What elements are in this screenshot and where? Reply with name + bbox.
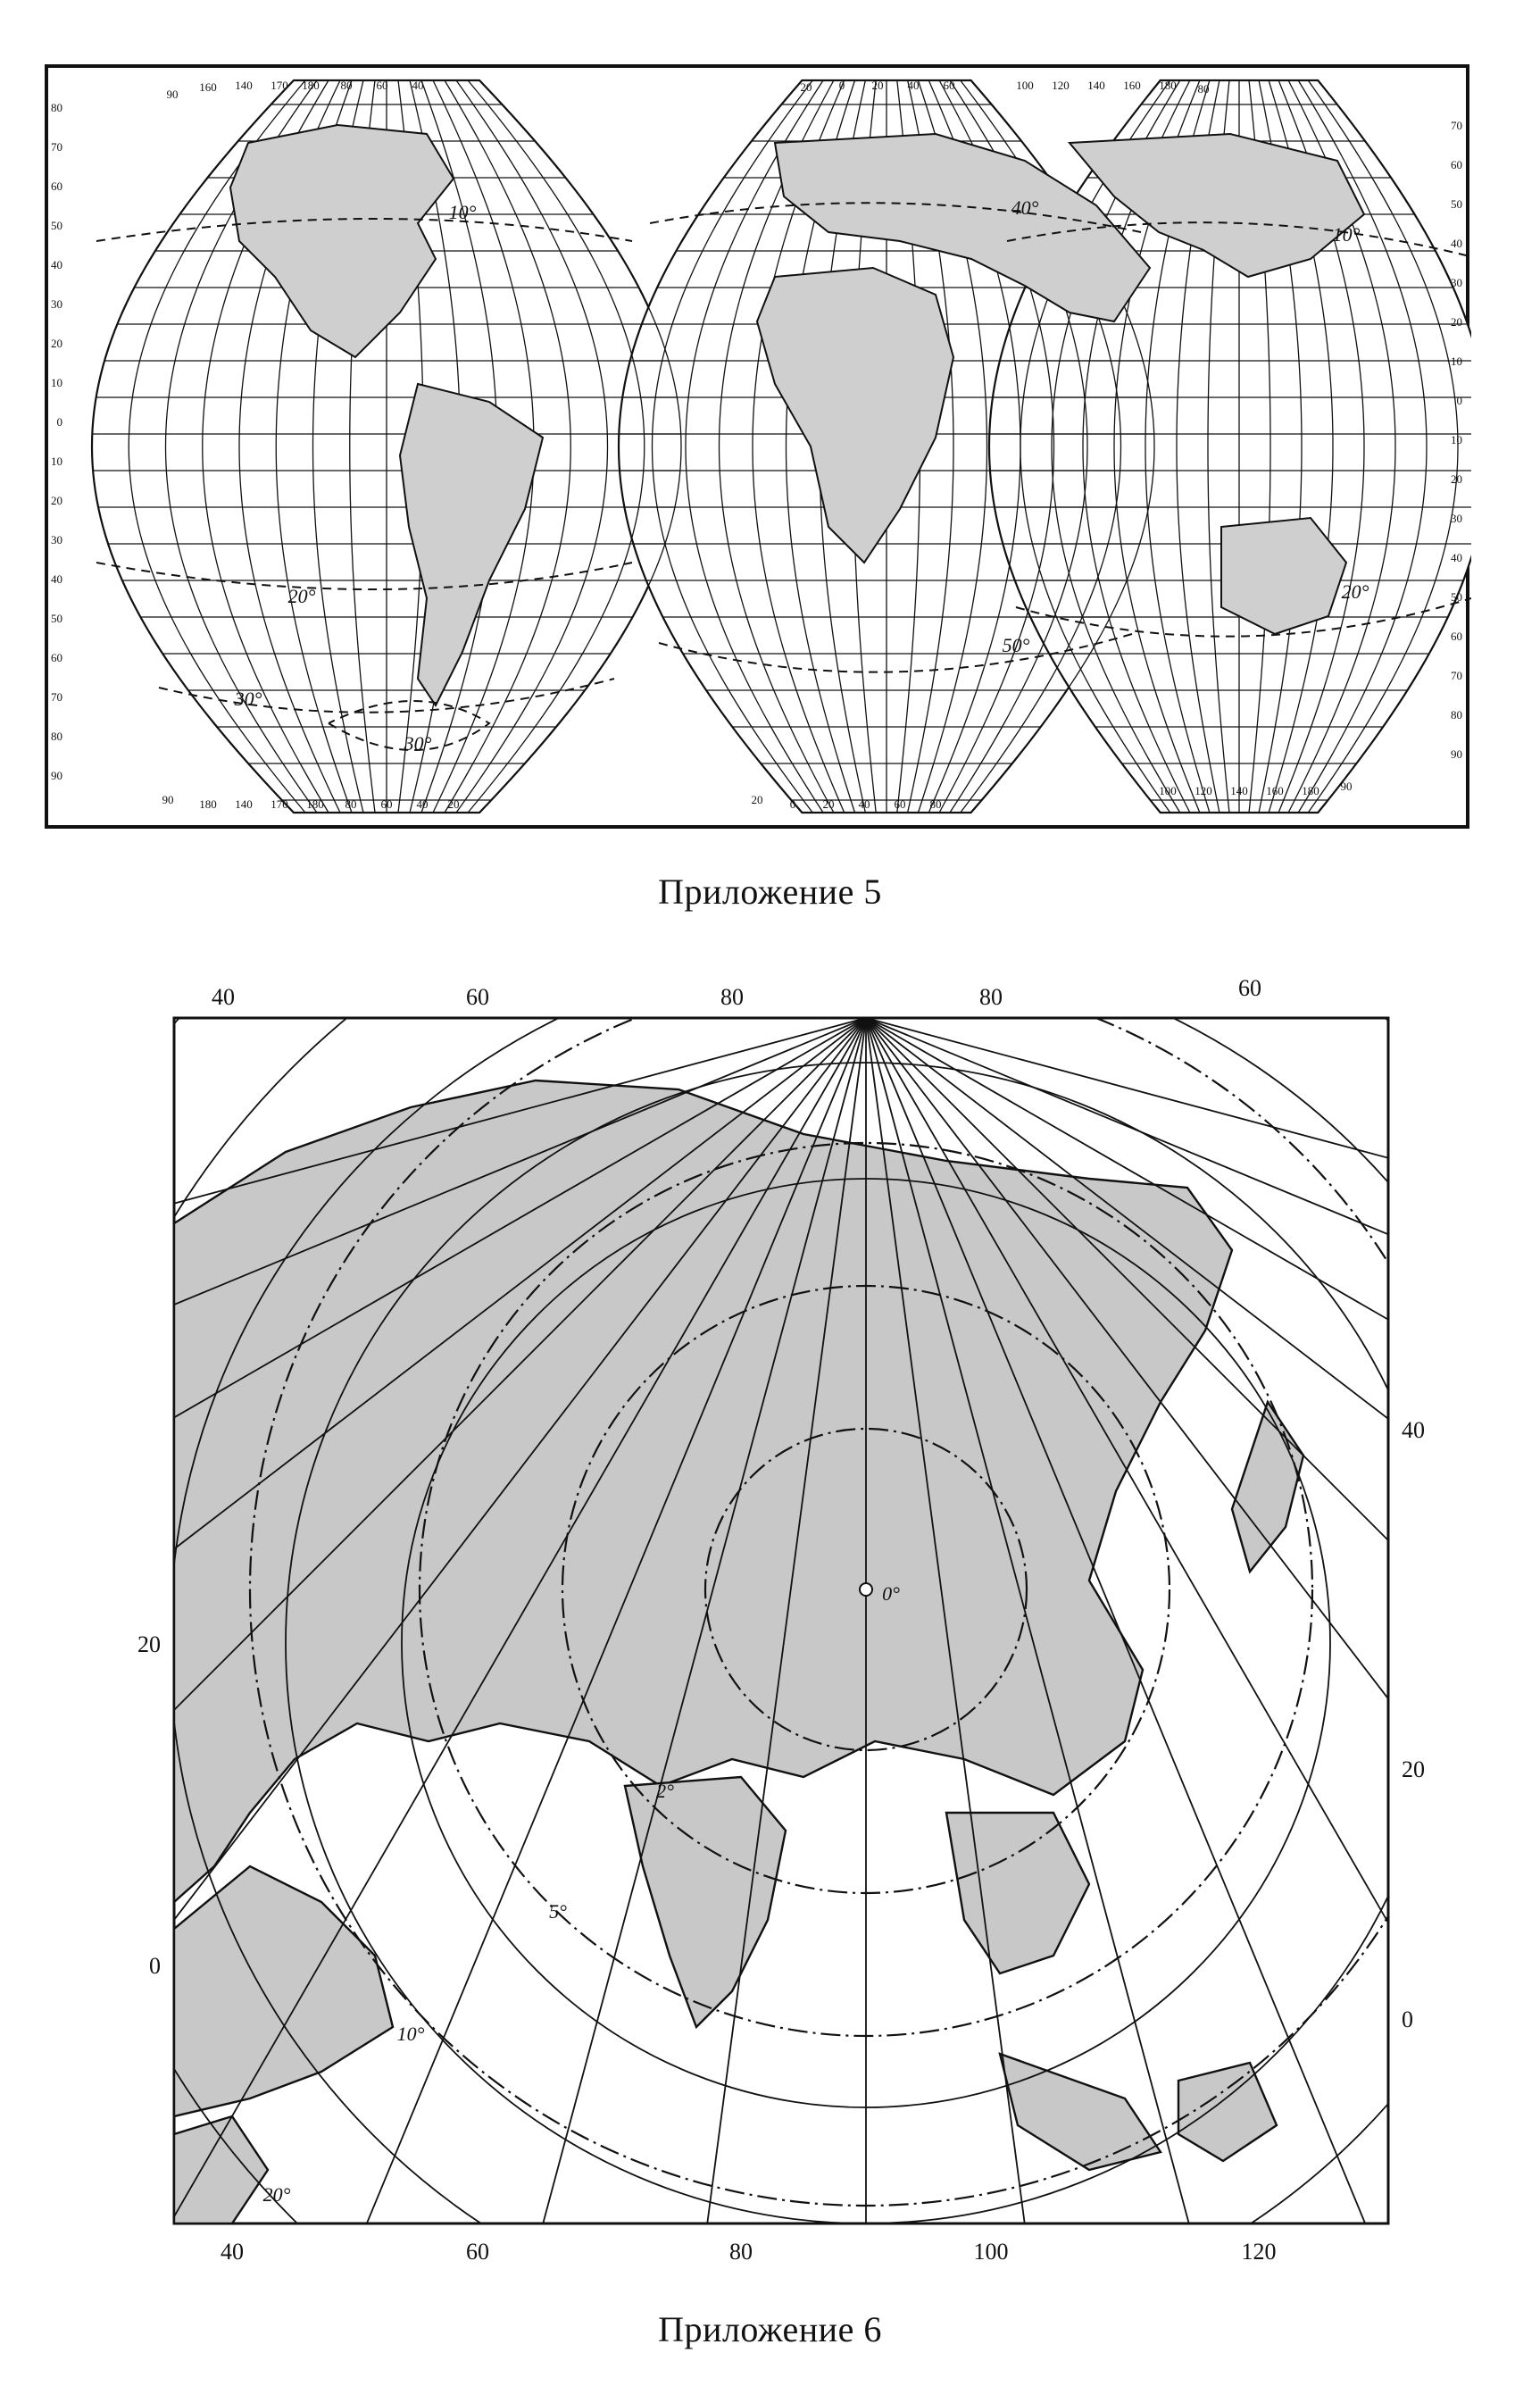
world-map-svg — [43, 63, 1471, 830]
isoline-label: 5° — [549, 1900, 567, 1923]
longitude-tick-label: 160 — [199, 80, 217, 94]
latitude-tick-label: 80 — [51, 730, 62, 743]
latitude-tick-label: 40 — [51, 572, 62, 586]
longitude-tick-label: 40 — [907, 79, 920, 92]
latitude-tick-label: 20 — [51, 494, 62, 507]
latitude-tick-label: 10 — [51, 376, 62, 389]
longitude-tick-label: 60 — [943, 79, 955, 92]
isoline-label: 20° — [1341, 580, 1369, 603]
world-map-figure — [43, 63, 1471, 830]
latitude-tick-label: 30 — [1451, 512, 1462, 525]
top-longitude-labels — [212, 975, 1261, 1010]
latitude-tick-label: 40 — [51, 258, 62, 271]
latitude-tick-label: 0 — [1402, 2006, 1413, 2032]
longitude-tick-label: 120 — [1195, 784, 1212, 797]
latitude-tick-label: 20 — [1402, 1756, 1425, 1782]
latitude-tick-label: 70 — [1451, 669, 1462, 682]
latitude-tick-label: 10 — [1451, 355, 1462, 368]
longitude-tick-label: 120 — [1241, 2239, 1277, 2265]
longitude-tick-label: 80 — [729, 2239, 753, 2265]
latitude-tick-label: 40 — [1451, 237, 1462, 250]
isoline-label: 40° — [1011, 196, 1039, 219]
latitude-tick-label: 10 — [51, 455, 62, 468]
longitude-tick-label: 20 — [751, 793, 763, 806]
latitude-tick-label: 70 — [51, 140, 62, 154]
isoline-label: 20° — [287, 585, 316, 607]
longitude-tick-label: 60 — [466, 2239, 489, 2265]
latitude-tick-label: 80 — [1451, 708, 1462, 722]
latitude-tick-label: 30 — [51, 297, 62, 311]
latitude-tick-label: 70 — [1451, 119, 1462, 132]
longitude-tick-label: 20 — [447, 797, 460, 811]
latitude-tick-label: 50 — [1451, 590, 1462, 604]
latitude-tick-label: 10 — [1451, 433, 1462, 446]
longitude-tick-label: 80 — [1197, 82, 1210, 96]
latitude-tick-label: 90 — [1451, 747, 1462, 761]
latitude-tick-label: 20 — [51, 337, 62, 350]
right-latitude-labels — [1402, 1417, 1425, 2032]
longitude-tick-label: 160 — [1123, 79, 1141, 92]
latitude-tick-label: 20 — [1451, 472, 1462, 486]
bottom-longitude-labels — [221, 2239, 1277, 2265]
longitude-tick-label: 180 — [1302, 784, 1319, 797]
longitude-tick-label: 180 — [302, 79, 320, 92]
latitude-tick-label: 60 — [1451, 630, 1462, 643]
latitude-tick-label: 50 — [51, 612, 62, 625]
left-latitude-labels — [51, 101, 62, 782]
asia-map-figure — [0, 955, 1540, 2277]
latitude-tick-label: 50 — [51, 219, 62, 232]
longitude-tick-label: 90 — [166, 88, 179, 101]
isoline-label: 10° — [1332, 223, 1361, 246]
longitude-tick-label: 20 — [871, 79, 884, 92]
longitude-tick-label: 60 — [380, 797, 393, 811]
isoline-label: 0° — [882, 1582, 900, 1605]
longitude-tick-label: 20 — [800, 80, 812, 94]
isoline-label: 2° — [656, 1780, 674, 1802]
longitude-tick-label: 20 — [822, 797, 835, 811]
longitude-tick-label: 40 — [212, 984, 235, 1010]
right-latitude-labels — [1451, 119, 1462, 761]
longitude-tick-label: 170 — [271, 797, 288, 811]
longitude-tick-label: 80 — [929, 797, 942, 811]
isoline-label: 30° — [234, 688, 262, 710]
isoline-label: 50° — [1002, 634, 1030, 656]
isoline-label: 20° — [262, 2183, 291, 2206]
latitude-tick-label: 40 — [1402, 1417, 1425, 1443]
longitude-tick-label: 100 — [1016, 79, 1034, 92]
latitude-tick-label: 30 — [51, 533, 62, 546]
longitude-tick-label: 140 — [1087, 79, 1105, 92]
longitude-tick-label: 80 — [345, 797, 357, 811]
longitude-tick-label: 60 — [376, 79, 388, 92]
longitude-tick-label: 100 — [1159, 784, 1177, 797]
isoline-label: 10° — [396, 2023, 425, 2045]
longitude-tick-label: 60 — [466, 984, 489, 1010]
asia-map-svg — [0, 955, 1540, 2277]
longitude-tick-label: 180 — [1159, 79, 1177, 92]
latitude-tick-label: 60 — [51, 651, 62, 664]
longitude-tick-label: 80 — [979, 984, 1003, 1010]
figure-caption-5: Приложение 5 — [658, 872, 882, 912]
longitude-tick-label: 180 — [306, 797, 324, 811]
figure-caption-6: Приложение 6 — [658, 2309, 882, 2349]
longitude-tick-label: 40 — [412, 79, 424, 92]
latitude-tick-label: 50 — [1451, 197, 1462, 211]
longitude-tick-label: 140 — [235, 797, 253, 811]
longitude-tick-label: 0 — [789, 797, 796, 811]
center-point-marker — [860, 1583, 872, 1596]
isoline-label: 10° — [448, 201, 477, 223]
longitude-tick-label: 60 — [894, 797, 906, 811]
longitude-tick-label: 40 — [416, 797, 429, 811]
latitude-tick-label: 20 — [137, 1631, 161, 1657]
latitude-tick-label: 90 — [51, 769, 62, 782]
longitude-tick-label: 140 — [1230, 784, 1248, 797]
longitude-tick-label: 80 — [720, 984, 744, 1010]
longitude-tick-label: 160 — [1266, 784, 1284, 797]
latitude-tick-label: 20 — [1451, 315, 1462, 329]
longitude-tick-label: 40 — [858, 797, 870, 811]
longitude-tick-label: 60 — [1238, 975, 1261, 1001]
longitude-tick-label: 100 — [973, 2239, 1009, 2265]
latitude-tick-label: 30 — [1451, 276, 1462, 289]
latitude-tick-label: 70 — [51, 690, 62, 704]
latitude-tick-label: 60 — [1451, 158, 1462, 171]
latitude-tick-label: 0 — [1456, 394, 1462, 407]
longitude-tick-label: 40 — [221, 2239, 244, 2265]
longitude-tick-label: 180 — [199, 797, 217, 811]
latitude-tick-label: 80 — [51, 101, 62, 114]
longitude-tick-label: 80 — [340, 79, 353, 92]
longitude-tick-label: 140 — [235, 79, 253, 92]
isoline-label: 30° — [404, 732, 432, 755]
latitude-tick-label: 0 — [56, 415, 62, 429]
left-latitude-labels — [137, 1631, 161, 1979]
longitude-tick-label: 90 — [1340, 780, 1353, 793]
longitude-tick-label: 90 — [162, 793, 174, 806]
longitude-tick-label: 120 — [1052, 79, 1070, 92]
longitude-tick-label: 0 — [838, 79, 845, 92]
latitude-tick-label: 40 — [1451, 551, 1462, 564]
latitude-tick-label: 0 — [149, 1953, 161, 1979]
latitude-tick-label: 60 — [51, 179, 62, 193]
longitude-tick-label: 170 — [271, 79, 288, 92]
